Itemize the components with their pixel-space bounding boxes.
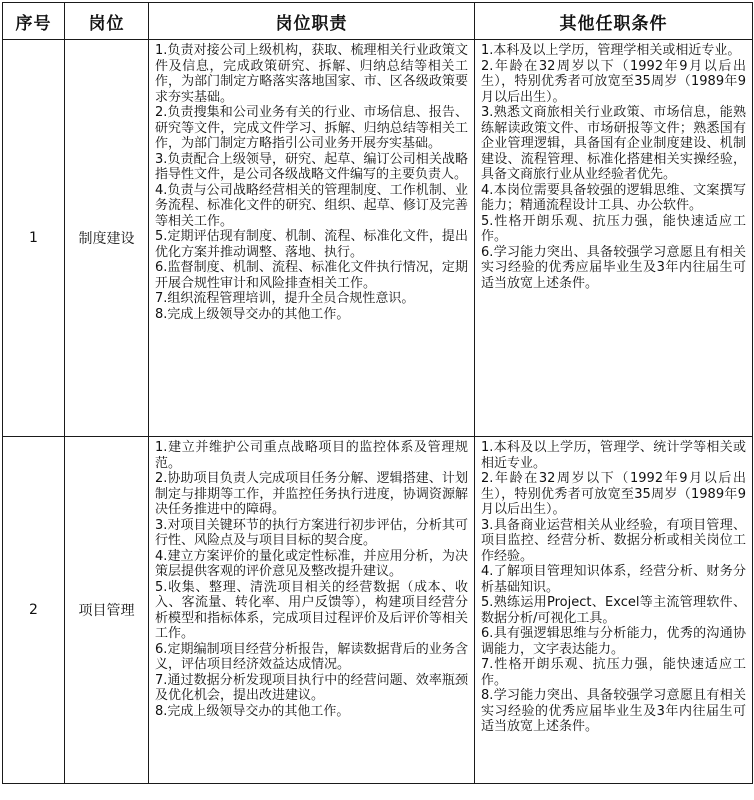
- duty-item: 3.对项目关键环节的执行方案进行初步评估，分析其可行性、风险点及与项目目标的契合度。: [155, 517, 468, 548]
- header-position: 岗位: [65, 3, 149, 40]
- row-position: 制度建设: [65, 40, 149, 437]
- duty-item: 8.完成上级领导交办的其他工作。: [155, 703, 350, 719]
- duty-item: 2.协助项目负责人完成项目任务分解、逻辑搭建、计划制定与排期等工作，并监控任务执行进度，协调资源解决任务推进中的障碍。: [155, 471, 468, 517]
- table-row: [3, 437, 753, 784]
- duties-cell: [149, 437, 475, 784]
- header-requirements: 其他任职条件: [475, 3, 753, 40]
- requirement-item: 1.本科及以上学历，管理学、统计学等相关或相近专业。: [481, 440, 746, 471]
- row-index: 1: [3, 40, 65, 437]
- requirement-item: 2.年龄在32周岁以下（1992年9月以后出生），特别优秀者可放宽至35周岁（1989年9月以后出生）。: [481, 58, 746, 105]
- header-row: [3, 3, 753, 40]
- duty-item: 2.负责搜集和公司业务有关的行业、市场信息、报告、研究等文件，完成文件学习、拆解、归纳总结等相关工作，为部门制定方略指引公司业务开展夯实基础。: [155, 105, 468, 151]
- requirement-item: 1.本科及以上学历，管理学相关或相近专业。: [481, 43, 741, 58]
- duty-item: 3.负责配合上级领导，研究、起草、编订公司相关战略指导性文件，是公司各级战略文件编写的主要负责人。: [155, 151, 468, 182]
- requirement-item: 6.具有强逻辑思维与分析能力，优秀的沟通协调能力，文字表达能力。: [481, 626, 746, 657]
- duty-item: 5.收集、整理、清洗项目相关的经营数据（成本、收入、客流量、转化率、用户反馈等），构建项目经营分析模型和指标体系，完成项目过程评价及后评价等相关工作。: [155, 579, 468, 641]
- requirement-item: 4.本岗位需要具备较强的逻辑思维、文案撰写能力；精通流程设计工具、办公软件。: [481, 182, 746, 213]
- requirement-item: 8.学习能力突出、具备较强学习意愿且有相关实习经验的优秀应届毕业生及3年内往届生可适当放宽上述条件。: [481, 688, 746, 734]
- duty-item: 7.组织流程管理培训，提升全员合规性意识。: [155, 291, 415, 306]
- header-index: 序号: [3, 3, 65, 40]
- requirement-item: 3.熟悉文商旅相关行业政策、市场信息，能熟练解读政策文件、市场研报等文件；熟悉国有企业管理逻辑，具备国有企业制度建设、机制建设、流程管理、标准化搭建相关实操经验，具备文商旅行业从业经验者优先。: [481, 105, 746, 182]
- table-row: [3, 40, 753, 437]
- requirement-item: 3.具备商业运营相关从业经验，有项目管理、项目监控、经营分析、数据分析或相关岗位工作经验。: [481, 517, 746, 564]
- requirement-item: 5.性格开朗乐观、抗压力强，能快速适应工作。: [481, 213, 746, 244]
- duty-item: 1.建立并维护公司重点战略项目的监控体系及管理规范。: [155, 440, 468, 471]
- duty-item: 4.负责与公司战略经营相关的管理制度、工作机制、业务流程、标准化文件的研究、组织、起草、修订及完善等相关工作。: [155, 182, 468, 229]
- duty-item: 7.通过数据分析发现项目执行中的经营问题、效率瓶颈及优化机会，提出改进建议。: [155, 672, 468, 703]
- requirement-item: 2.年龄在32周岁以下（1992年9月以后出生），特别优秀者可放宽至35周岁（1989年9月以后出生）。: [481, 471, 746, 517]
- row-position: 项目管理: [65, 437, 149, 784]
- duty-item: 5.定期评估现有制度、机制、流程、标准化文件，提出优化方案并推动调整、落地、执行。: [155, 229, 468, 260]
- duty-item: 1.负责对接公司上级机构，获取、梳理相关行业政策文件及信息，完成政策研究、拆解、归纳总结等相关工作，为部门制定方略落实落地国家、市、区各级政策要求夯实基础。: [155, 43, 468, 105]
- requirement-item: 5.熟练运用Project、Excel等主流管理软件、数据分析/可视化工具。: [481, 595, 746, 626]
- job-table: [2, 2, 753, 784]
- requirements-cell: [475, 437, 753, 784]
- header-duties: 岗位职责: [149, 3, 475, 40]
- duty-item: 6.定期编制项目经营分析报告，解读数据背后的业务含义，评估项目经济效益达成情况。: [155, 641, 468, 672]
- duty-item: 8.完成上级领导交办的其他工作。: [155, 306, 350, 322]
- row-index: 2: [3, 437, 65, 784]
- requirement-item: 6.学习能力突出、具备较强学习意愿且有相关实习经验的优秀应届毕业生及3年内往届生可适当放宽上述条件。: [481, 244, 746, 291]
- duty-item: 6.监督制度、机制、流程、标准化文件执行情况，定期开展合规性审计和风险排查相关工作。: [155, 260, 468, 291]
- requirement-item: 7.性格开朗乐观、抗压力强，能快速适应工作。: [481, 657, 746, 688]
- requirement-item: 4.了解项目管理知识体系，经营分析、财务分析基础知识。: [481, 564, 746, 595]
- duties-cell: [149, 40, 475, 437]
- requirements-cell: [475, 40, 753, 437]
- duty-item: 4.建立方案评价的量化或定性标准，并应用分析，为决策层提供客观的评价意见及整改提升建议。: [155, 548, 468, 579]
